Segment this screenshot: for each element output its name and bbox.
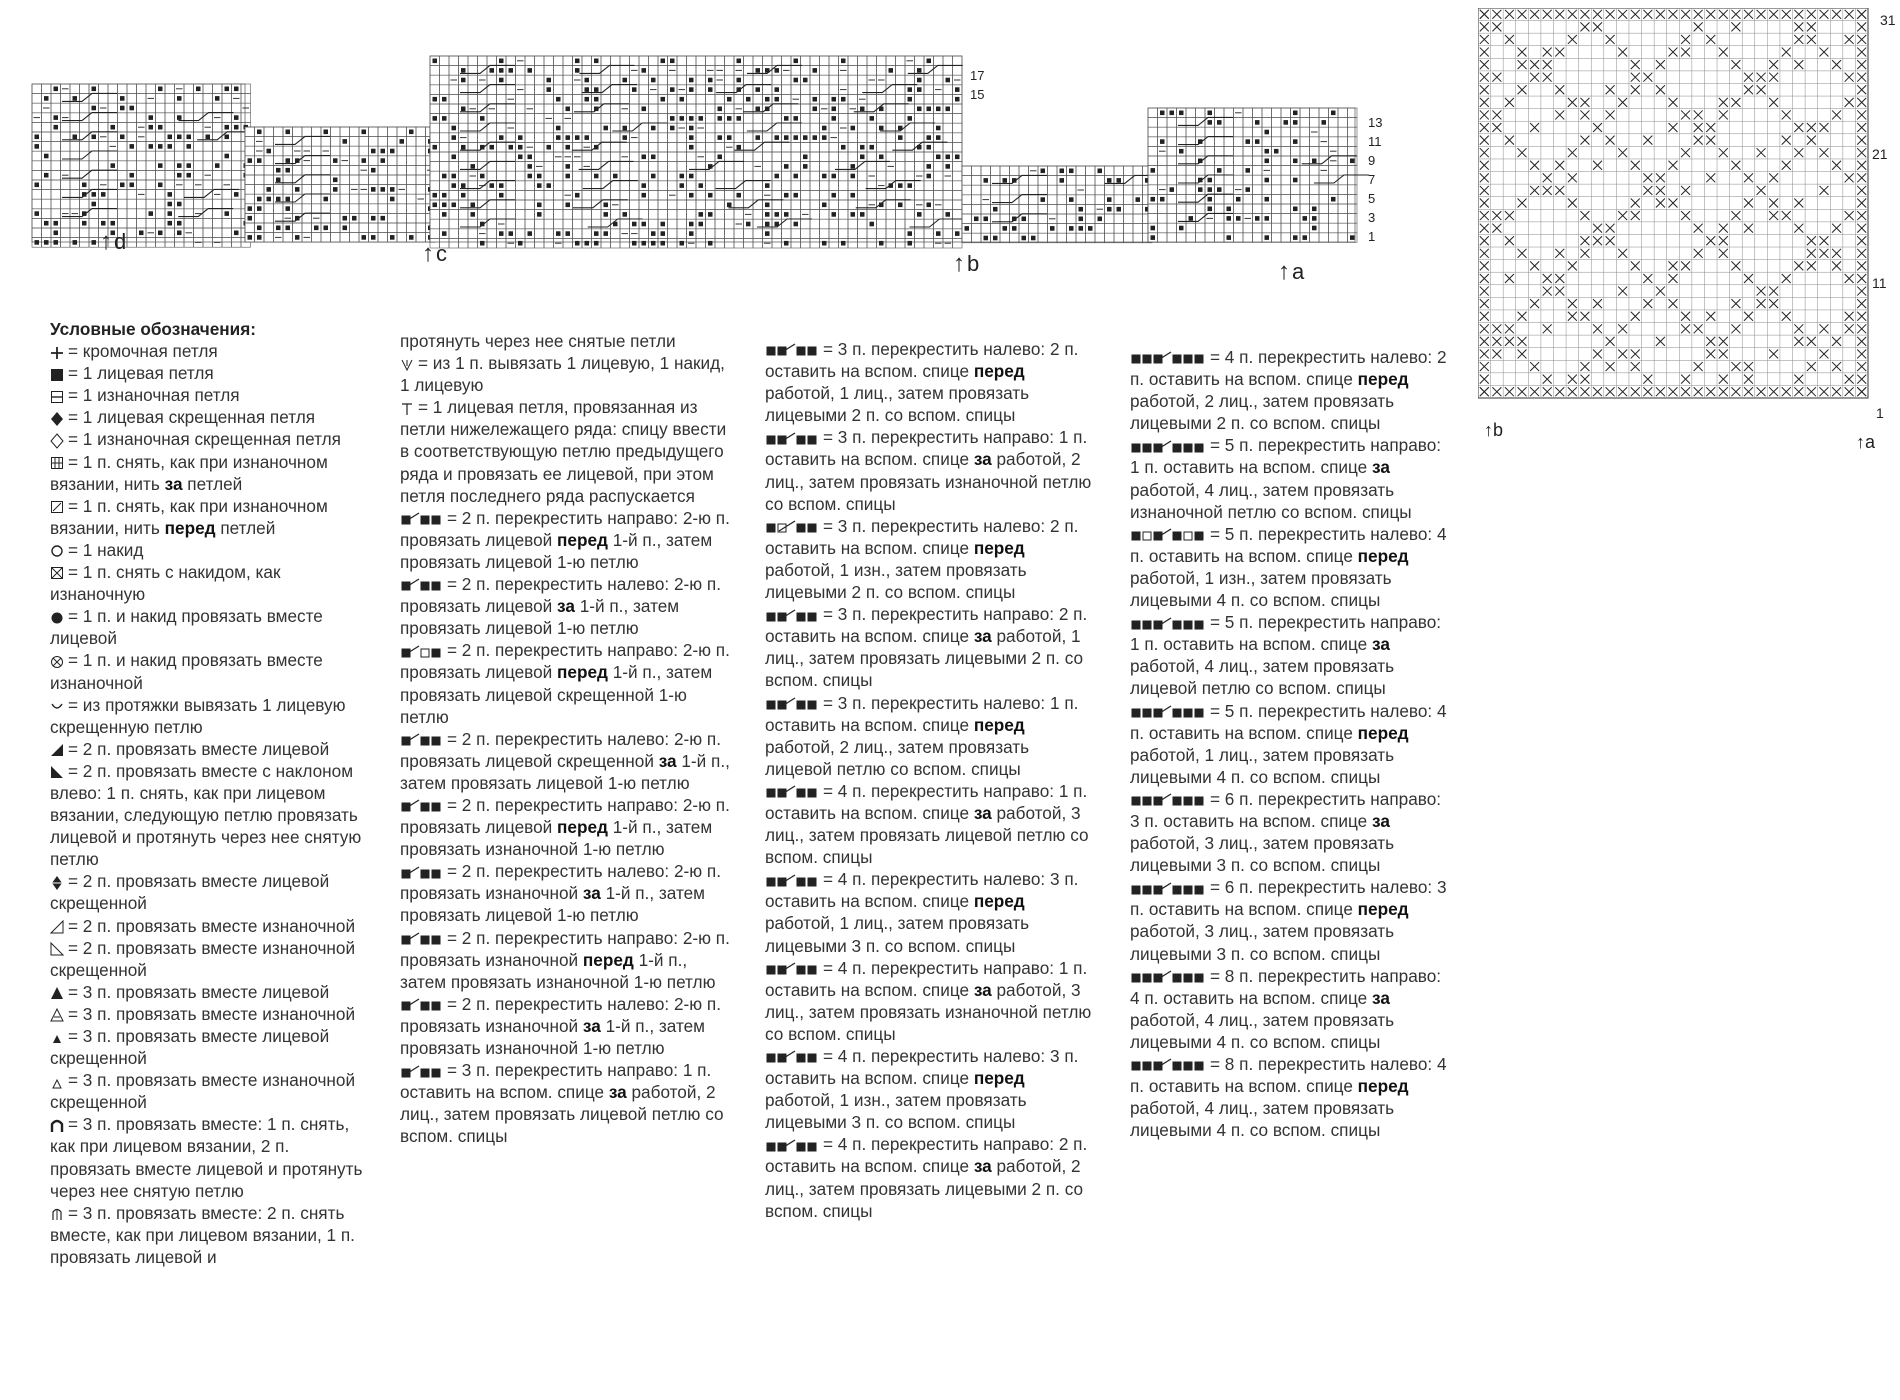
row-label: 9 [1368,153,1376,168]
legend-entry [50,937,368,981]
legend-entry-text: = 4 п. перекрестить направо: 1 п. оставить на вспом. спице [765,780,1088,823]
legend-entry [400,860,730,926]
legend-entry-text: = 1 п. снять, как при изнаночном вязании, нить [50,495,328,538]
slip-back-symbol-icon [50,455,64,471]
legend-entry-text: = 1 лицевая петля, провязанная из петли нижележащего ряда: спицу ввести в соответствующую петлю предыдущего ряда и провязать ее лицевой, при этом петля последнего ряда распускается [400,397,727,506]
legend-entry-emphasis: перед [1357,545,1409,566]
legend-entry-text: = 3 п. провязать вместе: 1 п. снять, как при лицевом вязании, 2 п. провязать вместе лицевой и протянуть через нее снятую петлю [50,1114,363,1201]
marker-a: ↑a [1278,258,1305,285]
row-label: 15 [970,87,985,102]
legend-entry-text: = 2 п. провязать вместе с наклоном влево: 1 п. снять, как при лицевом вязании, следующую петлю провязать лицевой и протянуть через нее снятую петлю [50,760,362,870]
legend-entry [400,352,730,396]
legend-entry [1130,1053,1450,1141]
tri-s-o-symbol-icon [50,1074,64,1090]
legend-entry [400,993,730,1059]
legend-entry [765,1133,1095,1221]
sq-marker-b: ↑b [1484,420,1504,440]
legend-entry-text: = 1 п. и накид провязать вместе изнаночной [50,650,323,693]
legend-entry-tail: работой, 4 лиц., затем провязать лицевыми 4 п. со вспом. спицы [1130,1098,1395,1141]
marker-c: ↑c [422,240,447,267]
legend-entry-text: = 2 п. перекрестить направо: 2-ю п. провязать лицевой [400,794,730,838]
legend-entry [1130,876,1450,964]
legend-entry-text: = 3 п. провязать вместе лицевой скрещенной [50,1026,330,1069]
legend-entry-tail: 1-й п., затем провязать лицевой 1-ю петлю [400,529,713,572]
legend-entry-text: = 4 п. перекрестить направо: 1 п. оставить на вспом. спице [765,957,1088,1000]
e5-symbol-icon [1130,704,1206,720]
legend-entry-tail: работой, 4 лиц., затем провязать лицевыми 4 п. со вспом. спицы [1130,1009,1395,1052]
circlex-symbol-icon [50,654,64,670]
legend-entry [765,1045,1095,1133]
legend-column-4 [1130,346,1450,1141]
legend-entry-tail: работой, 1 лиц., затем провязать лицевыми 2 п. со вспом. спицы [765,383,1030,426]
legend-entry [400,573,730,639]
legend-entry-text: = 8 п. перекрестить налево: 4 п. оставить на вспом. спице [1130,1054,1447,1097]
legend-entry-tail: работой, 2 лиц., затем провязать лицевыми 2 п. со вспом. спицы [1130,391,1395,434]
plus-symbol-icon [50,345,64,361]
legend-column-1 [50,318,368,1268]
legend-entry-tail: работой, 1 лиц., затем провязать лицевыми 2 п. со вспом. спицы [765,626,1084,691]
legend-entry-emphasis: перед [557,662,608,683]
legend-entry-tail: работой, 4 лиц., затем провязать лицевой петлю со вспом. спицы [1130,656,1395,699]
c3-symbol-icon [400,644,443,660]
legend-entry-tail: работой, 4 лиц., затем провязать изнаночной петлю со вспом. спицы [1130,479,1412,522]
row-label: 1 [1368,229,1376,244]
legend-entry-emphasis: за [164,473,183,494]
legend-entry-emphasis: перед [973,537,1025,558]
legend-entry-tail: 1-й п., затем провязать лицевой 1-ю петлю [400,883,705,926]
legend-entry-emphasis: перед [1357,899,1409,920]
legend-entry-text: = 3 п. перекрестить направо: 2 п. оставить на вспом. спице [765,604,1088,647]
legend-entry [50,1003,368,1025]
sq-row-label: 11 [1872,275,1887,291]
d10-symbol-icon [765,1138,819,1154]
legend-entry-text: = 2 п. провязать вместе изнаночной [68,915,356,936]
legend-entry [50,451,368,495]
lace-chart-grid [1478,8,1878,418]
diamond-fill-symbol-icon [50,411,64,427]
v-symbol-icon [400,357,414,373]
legend-entry-emphasis: за [608,1082,627,1103]
legend-entry-text: = 2 п. перекрестить налево: 2-ю п. провязать изнаночной [400,993,722,1036]
legend-entry-text: = 4 п. перекрестить налево: 2 п. оставить на вспом. спице [1130,347,1447,390]
sq-row-label: 1 [1876,405,1884,421]
legend-entry [1130,788,1450,876]
legend-column-3 [765,338,1095,1222]
legend-entry-emphasis: перед [164,517,216,538]
legend-entry-emphasis: за [973,802,992,823]
legend-entry-emphasis: за [1372,634,1390,655]
legend-entry [50,870,368,914]
slip-front-symbol-icon [50,499,64,515]
legend-entry [1130,611,1450,699]
marker-d: ↑d [100,228,127,255]
legend-entry-text: = 5 п. перекрестить направо: 1 п. оставить на вспом. спице [1130,612,1442,655]
c9-symbol-icon [400,1064,443,1080]
legend-entry-tail: работой, 3 лиц., затем провязать лицевыми 3 п. со вспом. спицы [1130,921,1395,964]
legend-entry-text: = 3 п. перекрестить налево: 2 п. оставить на вспом. спице [765,339,1079,382]
legend-entry [400,639,730,727]
legend-entry-text: = 1 изнаночная скрещенная петля [68,429,341,450]
legend-entry-text: = 4 п. перекрестить налево: 3 п. оставить на вспом. спице [765,1046,1079,1089]
c1-symbol-icon [400,511,443,527]
legend-entry-emphasis: за [582,1015,601,1036]
legend-entry-text: = 1 лицевая петля [68,363,214,384]
legend-entry-text: = 1 п. снять, как при изнаночном вязании, нить [50,451,328,494]
legend-entry [50,915,368,937]
d5-symbol-icon [765,696,819,712]
tri-l-symbol-icon [50,764,64,780]
legend-entry [1130,523,1450,611]
legend-column-2 [400,330,730,1147]
e4-symbol-icon [1130,616,1206,632]
e3-symbol-icon [1130,527,1206,543]
legend-entry-tail: работой, 1 изн., затем провязать лицевыми 2 п. со вспом. спицы [765,559,1027,603]
legend-entry-emphasis: за [973,979,992,1000]
legend-entry-text: = 3 п. провязать вместе лицевой [68,981,330,1002]
d7-symbol-icon [765,873,819,889]
d3-symbol-icon [765,519,819,535]
legend-entry-tail: работой, 2 лиц., затем провязать лицевой петлю со вспом. спицы [400,1082,724,1147]
sq-marker-a: ↑a [1856,432,1876,452]
legend-entry-emphasis: перед [1357,369,1409,390]
legend-entry-text: = 3 п. перекрестить налево: 2 п. оставить на вспом. спице [765,515,1079,558]
t-symbol-icon [400,401,414,417]
legend-entry-text: = 1 п. и накид провязать вместе лицевой [50,606,323,649]
e6-symbol-icon [1130,792,1206,808]
arch2-symbol-icon [50,1206,64,1222]
legend-entry-tail: 1-й п., затем провязать лицевой скрещенной 1-ю петлю [400,662,713,727]
legend-entry-tail: 1-й п., затем провязать изнаночной 1-ю петлю [400,817,713,860]
legend-entry-text: = 3 п. провязать вместе изнаночной [68,1003,356,1024]
legend-entry [50,760,368,870]
legend-entry [765,780,1095,868]
c2-symbol-icon [400,577,443,593]
legend-entry-tail: работой, 3 лиц., затем провязать лицевой петлю со вспом. спицы [765,802,1089,868]
legend-entry-text: = 2 п. провязать вместе изнаночной скрещенной [50,937,356,980]
legend-entry-text: = кромочная петля [68,341,218,362]
legend-entry [765,868,1095,956]
legend-entry-text: = 5 п. перекрестить налево: 4 п. оставить на вспом. спице [1130,700,1447,743]
boxx-symbol-icon [50,565,64,581]
legend-entry [50,1113,368,1201]
arch-symbol-icon [50,1118,64,1134]
dot-symbol-icon [50,610,64,626]
legend-entry [765,515,1095,603]
dia-2-symbol-icon [50,875,64,891]
legend-entry [50,981,368,1003]
legend-entry [765,426,1095,514]
legend-entry [765,692,1095,780]
legend-entry-emphasis: за [973,449,992,470]
legend-entry-emphasis: за [1372,457,1390,478]
legend-entry-emphasis: перед [1357,1076,1409,1097]
legend-entry-tail: петлей [182,473,243,494]
legend-entry [1130,434,1450,522]
legend-entry-text: = 1 лицевая скрещенная петля [68,407,316,428]
legend-entry-tail: работой, 2 лиц., затем провязать изнаночной петлю со вспом. спицы [765,449,1092,514]
legend-entry [400,927,730,993]
d6-symbol-icon [765,784,819,800]
legend-entry [50,495,368,539]
legend-entry-emphasis: перед [973,891,1025,912]
legend-entry-tail: работой, 1 лиц., затем провязать лицевыми 3 п. со вспом. спицы [765,913,1030,956]
row-label: 5 [1368,191,1376,206]
legend-entry-tail: работой, 2 лиц., затем провязать лицевой петлю со вспом. спицы [765,736,1030,779]
d4-symbol-icon [765,608,819,624]
legend-entry-text: = 3 п. провязать вместе изнаночной скрещенной [50,1070,356,1113]
legend-entry [765,603,1095,691]
legend-entry-text: = 2 п. перекрестить налево: 2-ю п. провязать лицевой скрещенной [400,728,722,771]
legend-entry-text: = 2 п. перекрестить налево: 2-ю п. провязать лицевой [400,574,722,617]
legend-entry [50,1069,368,1113]
legend-entry [50,428,368,450]
row-label: 13 [1368,115,1383,130]
diamond-symbol-icon [50,433,64,449]
d9-symbol-icon [765,1049,819,1065]
sq-row-label: 31 [1880,12,1896,28]
e7-symbol-icon [1130,881,1206,897]
legend-entry [50,694,368,738]
row-label: 17 [970,68,985,83]
legend-entry [400,1059,730,1147]
e8-symbol-icon [1130,969,1206,985]
legend-entry-text: = из 1 п. вывязать 1 лицевую, 1 накид, 1 лицевую [400,353,725,396]
legend-entry-text: = 6 п. перекрестить налево: 3 п. оставить на вспом. спице [1130,877,1447,920]
legend-entry [400,330,730,352]
legend-entry-text: = 2 п. провязать вместе лицевой скрещенной [50,871,330,914]
legend-entry [50,340,368,362]
legend-entry [50,605,368,649]
legend-entry [50,561,368,605]
c8-symbol-icon [400,997,443,1013]
legend-entry-emphasis: перед [557,529,608,550]
legend-entry [50,539,368,561]
legend-entry-emphasis: за [658,750,677,771]
c6-symbol-icon [400,865,443,881]
legend-entry-text: = 5 п. перекрестить налево: 4 п. оставить на вспом. спице [1130,523,1447,566]
e2-symbol-icon [1130,439,1206,455]
legend-entry-text: = 6 п. перекрестить направо: 3 п. оставить на вспом. спице [1130,788,1442,831]
row-label: 3 [1368,210,1376,225]
legend-entry-tail: работой, 1 изн., затем провязать лицевыми 4 п. со вспом. спицы [1130,567,1392,611]
legend-entry [400,507,730,573]
legend-entry-emphasis: за [973,1156,992,1177]
d1-symbol-icon [765,342,819,358]
legend-entry-text: = 8 п. перекрестить направо: 4 п. оставить на вспом. спице [1130,965,1442,1008]
legend-entry-text: = 3 п. перекрестить направо: 1 п. оставить на вспом. спице [765,427,1088,470]
legend-entry [400,794,730,860]
e9-symbol-icon [1130,1057,1206,1073]
legend-entry-tail: работой, 3 лиц., затем провязать лицевыми 3 п. со вспом. спицы [1130,833,1395,876]
legend-entry [1130,965,1450,1053]
legend-entry-tail: работой, 3 лиц., затем провязать изнаночной петлю со вспом. спицы [765,979,1092,1044]
legend-entry [50,738,368,760]
legend-entry-emphasis: за [973,626,992,647]
legend-entry-text: = 3 п. провязать вместе: 2 п. снять вместе, как при лицевом вязании, 1 п. провязать лицевой и [50,1202,355,1267]
legend-entry-emphasis: за [582,883,601,904]
legend-entry-tail: 1-й п., затем провязать лицевой 1-ю петлю [400,596,680,639]
legend-entry-text: = 1 изнаночная петля [68,385,240,406]
fill-symbol-icon [50,367,64,383]
legend-entry [50,1202,368,1268]
legend-entry-tail: работой, 1 лиц., затем провязать лицевыми 4 п. со вспом. спицы [1130,744,1395,787]
sq-row-label: 21 [1872,146,1888,162]
legend-entry-tail: 1-й п., затем провязать лицевой 1-ю петлю [400,750,730,793]
legend-entry-text: = 1 накид [68,539,144,560]
legend-entry-emphasis: перед [973,714,1025,735]
circle-symbol-icon [50,543,64,559]
legend-entry-text: = 3 п. перекрестить налево: 1 п. оставить на вспом. спице [765,692,1079,735]
legend-entry-text: = 1 п. снять с накидом, как изнаночную [50,562,281,605]
legend-entry-emphasis: перед [557,817,608,838]
legend-entry-emphasis: за [1372,987,1390,1008]
legend-entry-text: = 4 п. перекрестить налево: 3 п. оставить на вспом. спице [765,869,1079,912]
legend-entry-emphasis: перед [582,949,634,970]
tri-o-symbol-icon [50,1007,64,1023]
legend-entry-text: = 4 п. перекрестить направо: 2 п. оставить на вспом. спице [765,1134,1088,1177]
d8-symbol-icon [765,961,819,977]
marker-b: ↑b [953,250,980,277]
legend-entry-tail: 1-й п., затем провязать изнаночной 1-ю петлю [400,1015,705,1058]
legend-entry-tail: петлей [215,517,276,538]
legend-entry-text: = 3 п. перекрестить направо: 1 п. оставить на вспом. спице [400,1060,712,1103]
legend-title: Условные обозначения: [50,319,256,339]
purl-symbol-icon [50,389,64,405]
tri-s-symbol-icon [50,1029,64,1045]
legend-entry [50,384,368,406]
row-label: 11 [1368,134,1382,149]
tri-l-o-symbol-icon [50,941,64,957]
tri-r-symbol-icon [50,742,64,758]
c7-symbol-icon [400,931,443,947]
legend-entry-emphasis: за [557,596,575,617]
legend-entry-text: = 2 п. провязать вместе лицевой [68,738,330,759]
legend-entry-emphasis: перед [973,1068,1025,1089]
legend-entry-emphasis: за [1372,810,1390,831]
cup-symbol-icon [50,698,64,714]
legend-entry [50,362,368,384]
e1-symbol-icon [1130,350,1206,366]
row-label: 7 [1368,172,1376,187]
legend-entry-text: = 5 п. перекрестить направо: 1 п. оставить на вспом. спице [1130,435,1442,478]
legend-entry-text: = из протяжки вывязать 1 лицевую скрещенную петлю [50,694,346,737]
legend-entry [765,957,1095,1045]
d2-symbol-icon [765,431,819,447]
legend-entry [400,728,730,794]
legend-entry [50,406,368,428]
legend-entry [400,396,730,506]
legend-entry-text: протянуть через нее снятые петли [400,331,676,351]
legend-entry-tail: 1-й п., затем провязать изнаночной 1-ю петлю [400,949,716,992]
legend-entry [50,1025,368,1069]
legend-entry-tail: работой, 2 лиц., затем провязать лицевыми 2 п. со вспом. спицы [765,1156,1084,1221]
tri-symbol-icon [50,985,64,1001]
legend-entry [1130,346,1450,434]
legend-entry-tail: работой, 1 изн., затем провязать лицевыми 3 п. со вспом. спицы [765,1090,1027,1133]
legend-entry-text: = 2 п. перекрестить направо: 2-ю п. провязать лицевой [400,640,730,683]
legend-entry-text: = 2 п. перекрестить направо: 2-ю п. провязать изнаночной [400,927,730,970]
tri-r-o-symbol-icon [50,919,64,935]
legend-entry [50,649,368,693]
cable-chart-grid [0,0,1383,300]
legend-entry-text: = 2 п. перекрестить налево: 2-ю п. провязать изнаночной [400,861,722,904]
legend-entry-text: = 2 п. перекрестить направо: 2-ю п. провязать лицевой [400,507,730,550]
legend-entry [1130,700,1450,788]
legend-entry-emphasis: перед [973,361,1025,382]
c4-symbol-icon [400,732,443,748]
legend-entry [765,338,1095,426]
legend-entry-emphasis: перед [1357,722,1409,743]
c5-symbol-icon [400,798,443,814]
